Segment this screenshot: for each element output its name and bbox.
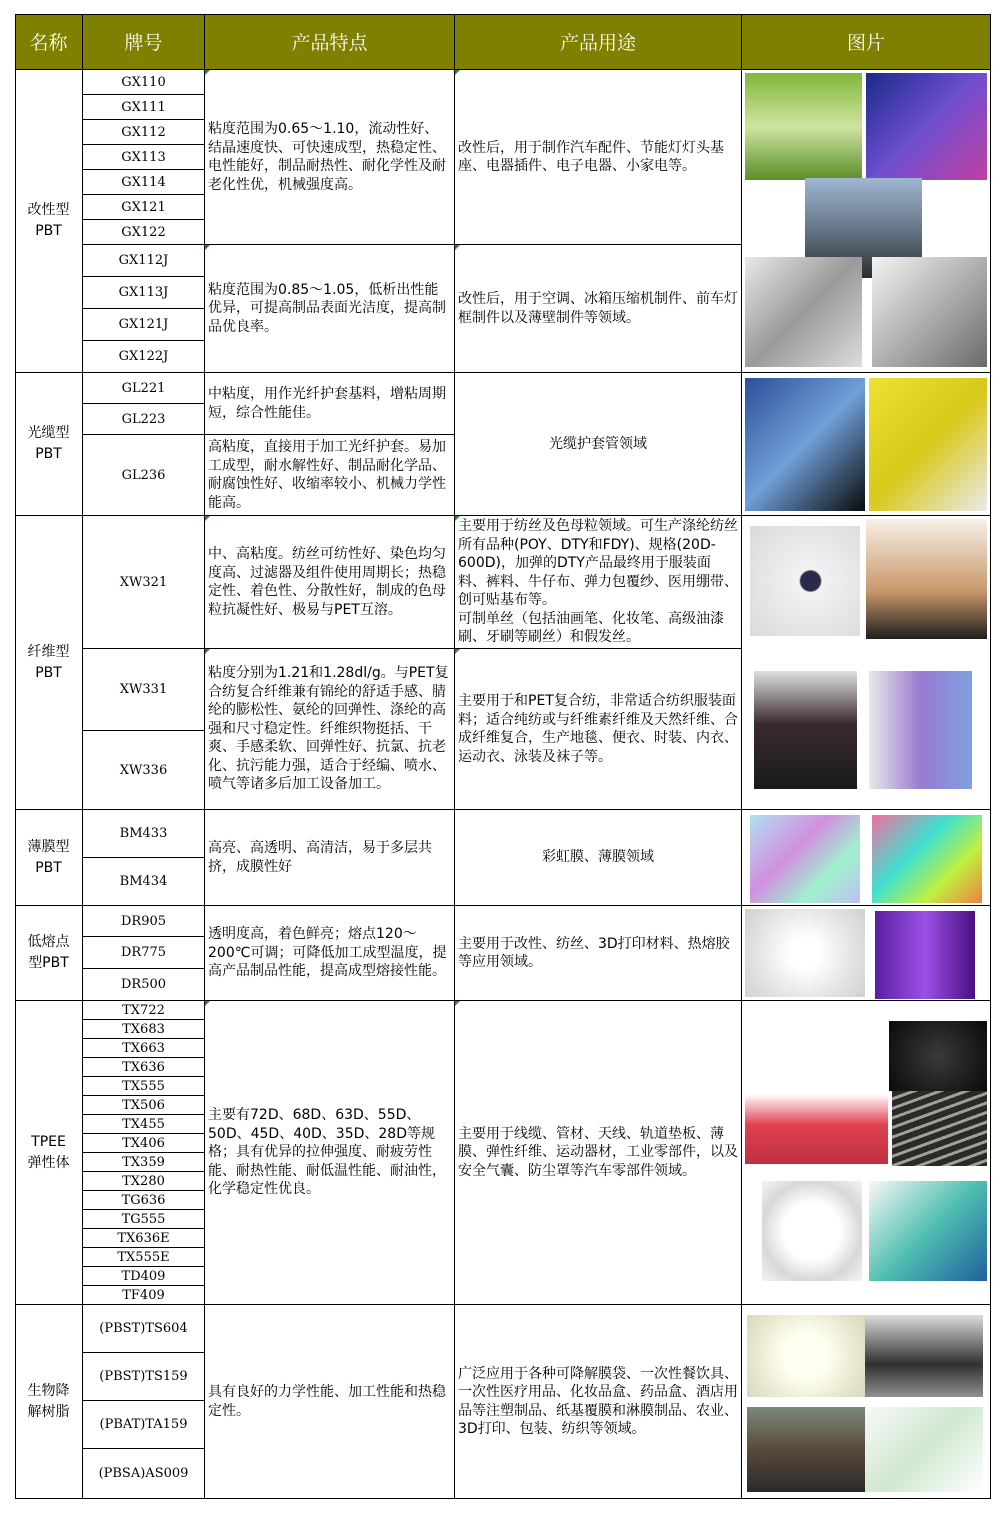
- usage-cell: [455, 70, 742, 245]
- feature-cell: [205, 245, 455, 373]
- feature-cell: [205, 435, 455, 516]
- usage-cell: [455, 906, 742, 1001]
- feature-cell-text: 高亮、高透明、高清洁，易于多层共挤，成膜性好: [208, 840, 432, 875]
- feature-cell: [205, 373, 455, 435]
- feature-cell: [205, 1001, 455, 1305]
- grade-code: BM434: [83, 858, 205, 906]
- comment-marker: [455, 649, 460, 654]
- coiled-cable-photo: [892, 1091, 987, 1166]
- grade-code: TX555: [83, 1077, 205, 1096]
- feature-cell: [205, 70, 455, 245]
- makeup-brushes-photo: [866, 519, 987, 639]
- feature-cell-text: 透明度高，着色鲜亮；熔点120～200℃可调；可降低加工成型温度，提高产品制品性能，提高成型熔接性能。: [208, 926, 447, 980]
- grade-code: TD409: [83, 1267, 205, 1286]
- picture-cell: [742, 1001, 991, 1305]
- category-name: 生物降 解树脂: [15, 1305, 83, 1499]
- feature-cell-text: 主要有72D、68D、63D、55D、50D、45D、40D、35D、28D等规格；具有优异的拉伸强度、耐疲劳性能、耐热性能、耐低温性能、耐油性，化学稳定性优良。: [208, 1107, 446, 1198]
- woman-knitwear-photo: [754, 671, 857, 789]
- grade-code: DR905: [83, 906, 205, 937]
- usage-cell-text: 改性后，用于空调、冰箱压缩机制件、前车灯框制件以及薄壁制件等领域。: [458, 291, 738, 326]
- keyboard-photo: [866, 73, 987, 180]
- comment-marker: [455, 1001, 460, 1006]
- feature-cell: [205, 906, 455, 1001]
- grade-code: (PBAT)TA159: [83, 1401, 205, 1449]
- black-bellows-hose-photo: [889, 1021, 987, 1091]
- comment-marker: [455, 245, 460, 250]
- usage-cell: [455, 1305, 742, 1499]
- product-table: [15, 14, 991, 1499]
- category-name: 光缆型 PBT: [15, 373, 83, 516]
- grade-code: TX636E: [83, 1229, 205, 1248]
- header-cell: 名称: [15, 14, 83, 70]
- picture-cell: [742, 906, 991, 1001]
- header-cell: 牌号: [83, 14, 205, 70]
- category-name: 低熔点 型PBT: [15, 906, 83, 1001]
- usage-cell: [455, 245, 742, 373]
- category-name: 纤维型 PBT: [15, 516, 83, 810]
- purple-filament-spool-photo: [875, 911, 975, 999]
- usage-cell-text: 彩虹膜、薄膜领域: [542, 849, 654, 866]
- usage-cell-text: 主要用于和PET复合纺，非常适合纺织服装面料；适合纯纺或与纤维素纤维及天然纤维、合成纤维复合，生产地毯、便衣、时装、内衣、运动衣、泳装及袜子等。: [458, 693, 738, 765]
- grade-code: XW331: [83, 649, 205, 731]
- usage-cell-text: 改性后，用于制作汽车配件、节能灯灯头基座、电器插件、电子电器、小家电等。: [458, 139, 724, 174]
- film-rolls-photo: [872, 815, 982, 903]
- comment-marker: [205, 70, 210, 75]
- feature-cell: [205, 516, 455, 649]
- sneaker-photo: [869, 1181, 987, 1281]
- car-antenna-photo: [745, 1009, 888, 1164]
- grade-code: (PBST)TS604: [83, 1305, 205, 1353]
- yellow-fiber-cable-photo: [869, 378, 987, 511]
- comment-marker: [205, 649, 210, 654]
- grade-code: GX113: [83, 145, 205, 170]
- feature-cell-text: 具有良好的力学性能、加工性能和热稳定性。: [208, 1384, 446, 1419]
- grade-code: GX122J: [83, 341, 205, 373]
- grade-code: DR500: [83, 969, 205, 1001]
- usage-cell: [455, 649, 742, 810]
- header-cell: 产品特点: [205, 14, 455, 70]
- grade-code: TG636: [83, 1191, 205, 1210]
- grade-code: TX636: [83, 1058, 205, 1077]
- grade-code: GL221: [83, 373, 205, 404]
- feature-cell: [205, 649, 455, 810]
- grade-code: GX113J: [83, 277, 205, 309]
- comment-marker: [455, 516, 460, 521]
- feature-cell-text: 中粘度，用作光纤护套基料，增粘周期短，综合性能佳。: [208, 386, 446, 421]
- resin-pellets-photo: [747, 1315, 865, 1397]
- yarn-cones-photo: [869, 671, 972, 789]
- grade-code: (PBST)TS159: [83, 1353, 205, 1401]
- grade-code: GX121: [83, 195, 205, 220]
- comment-marker: [205, 245, 210, 250]
- grade-code: TF409: [83, 1286, 205, 1305]
- black-molded-parts-photo: [865, 1315, 983, 1397]
- shoe-soles-photo: [762, 1181, 862, 1281]
- optical-cable-photo: [745, 378, 865, 511]
- usage-cell-text: 主要用于改性、纺丝、3D打印材料、热熔胶等应用领域。: [458, 935, 730, 970]
- usage-cell-text: 光缆护套管领域: [549, 435, 647, 452]
- grade-code: GX121J: [83, 309, 205, 341]
- category-name: 改性型 PBT: [15, 70, 83, 373]
- category-name: 薄膜型 PBT: [15, 810, 83, 906]
- white-yarn-spool-photo: [750, 526, 860, 636]
- usage-cell-text: 主要用于线缆、管材、天线、轨道垫板、薄膜、弹性纤维、运动器材，工业零部件，以及安全气囊、防尘罩等汽车零部件领域。: [458, 1125, 738, 1179]
- feature-cell-text: 中、高粘度。纺丝可纺性好、染色均匀度高、过滤器及组件使用周期长；热稳定性、着色性、分散性好，制成的色母粒抗凝性好、极易与PET互溶。: [208, 546, 446, 618]
- grade-code: XW336: [83, 731, 205, 810]
- grade-code: TX406: [83, 1134, 205, 1153]
- white-filament-cones-photo: [745, 909, 865, 997]
- grade-code: TX722: [83, 1001, 205, 1020]
- category-name: TPEE 弹性体: [15, 1001, 83, 1305]
- feature-cell: [205, 1305, 455, 1499]
- grade-code: TX359: [83, 1153, 205, 1172]
- headlight-photo: [745, 257, 862, 367]
- grade-code: GX110: [83, 70, 205, 95]
- picture-cell: [742, 810, 991, 906]
- grade-code: DR775: [83, 937, 205, 969]
- feature-cell-text: 粘度范围为0.65～1.10，流动性好、结晶速度快、可快速成型，热稳定性、电性能好，制品耐热性、耐化学性及耐老化性优，机械强度高。: [208, 121, 446, 193]
- usage-cell-text: 广泛应用于各种可降解膜袋、一次性餐饮具、一次性医疗用品、化妆品盒、药品盒、酒店用品等注塑制品、纸基覆膜和淋膜制品、农业、3D打印、包装、纺织等领域。: [458, 1365, 738, 1437]
- grade-code: TX506: [83, 1096, 205, 1115]
- grade-code: TX280: [83, 1172, 205, 1191]
- feature-cell-text: 粘度分别为1.21和1.28dl/g。与PET复合纺复合纤维兼有锦纶的舒适手感、腈纶的膨松性、氨纶的回弹性、涤纶的高强和尺寸稳定性。纤维织物挺括、干爽、手感柔软、回弹性好、抗氯、抗老化、抗污能力强，适合于经编、喷水、喷气等诸多后加工设备加工。: [208, 665, 449, 793]
- usage-cell: [455, 1001, 742, 1305]
- picture-cell: [742, 516, 991, 810]
- grade-code: GX114: [83, 170, 205, 195]
- biodegradable-bags-photo: [865, 1407, 983, 1492]
- comment-marker: [455, 70, 460, 75]
- iridescent-film-photo: [750, 815, 860, 903]
- usage-cell: [455, 810, 742, 906]
- feature-cell-text: 粘度范围为0.85～1.05，低析出性能优异，可提高制品表面光洁度，提高制品优良率。: [208, 281, 446, 335]
- picture-cell: [742, 70, 991, 373]
- usage-cell: [455, 516, 742, 649]
- feature-cell-text: 高粘度，直接用于加工光纤护套。易加工成型，耐水解性好、制品耐化学品、耐腐蚀性好、收缩率较小、机械力学性能高。: [208, 439, 446, 511]
- usage-cell: [455, 373, 742, 516]
- grade-code: (PBSA)AS009: [83, 1449, 205, 1499]
- feature-cell: [205, 810, 455, 906]
- usage-cell-text: 主要用于纺丝及色母粒领域。可生产涤纶纺丝所有品种(POY、DTY和FDY)、规格(20D-600D)，加弹的DTY产品最终用于服装面料、裤料、牛仔布、弹力包覆纱、医用绷带、创可贴基布等。 可制单丝（包括油画笔、化妆笔、高级油漆刷、牙刷等刷丝）和假发丝。: [458, 518, 738, 646]
- grade-code: TX663: [83, 1039, 205, 1058]
- grade-code: XW321: [83, 516, 205, 649]
- grade-code: GX112J: [83, 245, 205, 277]
- compressor-part-photo: [872, 257, 987, 367]
- factory-interior-photo: [747, 1407, 865, 1492]
- grade-code: GL223: [83, 404, 205, 435]
- header-cell: 产品用途: [455, 14, 742, 70]
- grade-code: BM433: [83, 810, 205, 858]
- grade-code: TG555: [83, 1210, 205, 1229]
- grade-code: GX111: [83, 95, 205, 120]
- header-cell: 图片: [742, 14, 991, 70]
- energy-saving-bulbs-photo: [745, 73, 862, 180]
- grade-code: TX683: [83, 1020, 205, 1039]
- grade-code: TX555E: [83, 1248, 205, 1267]
- comment-marker: [205, 516, 210, 521]
- picture-cell: [742, 373, 991, 516]
- grade-code: TX455: [83, 1115, 205, 1134]
- comment-marker: [205, 1001, 210, 1006]
- grade-code: GL236: [83, 435, 205, 516]
- grade-code: GX122: [83, 220, 205, 245]
- grade-code: GX112: [83, 120, 205, 145]
- picture-cell: [742, 1305, 991, 1499]
